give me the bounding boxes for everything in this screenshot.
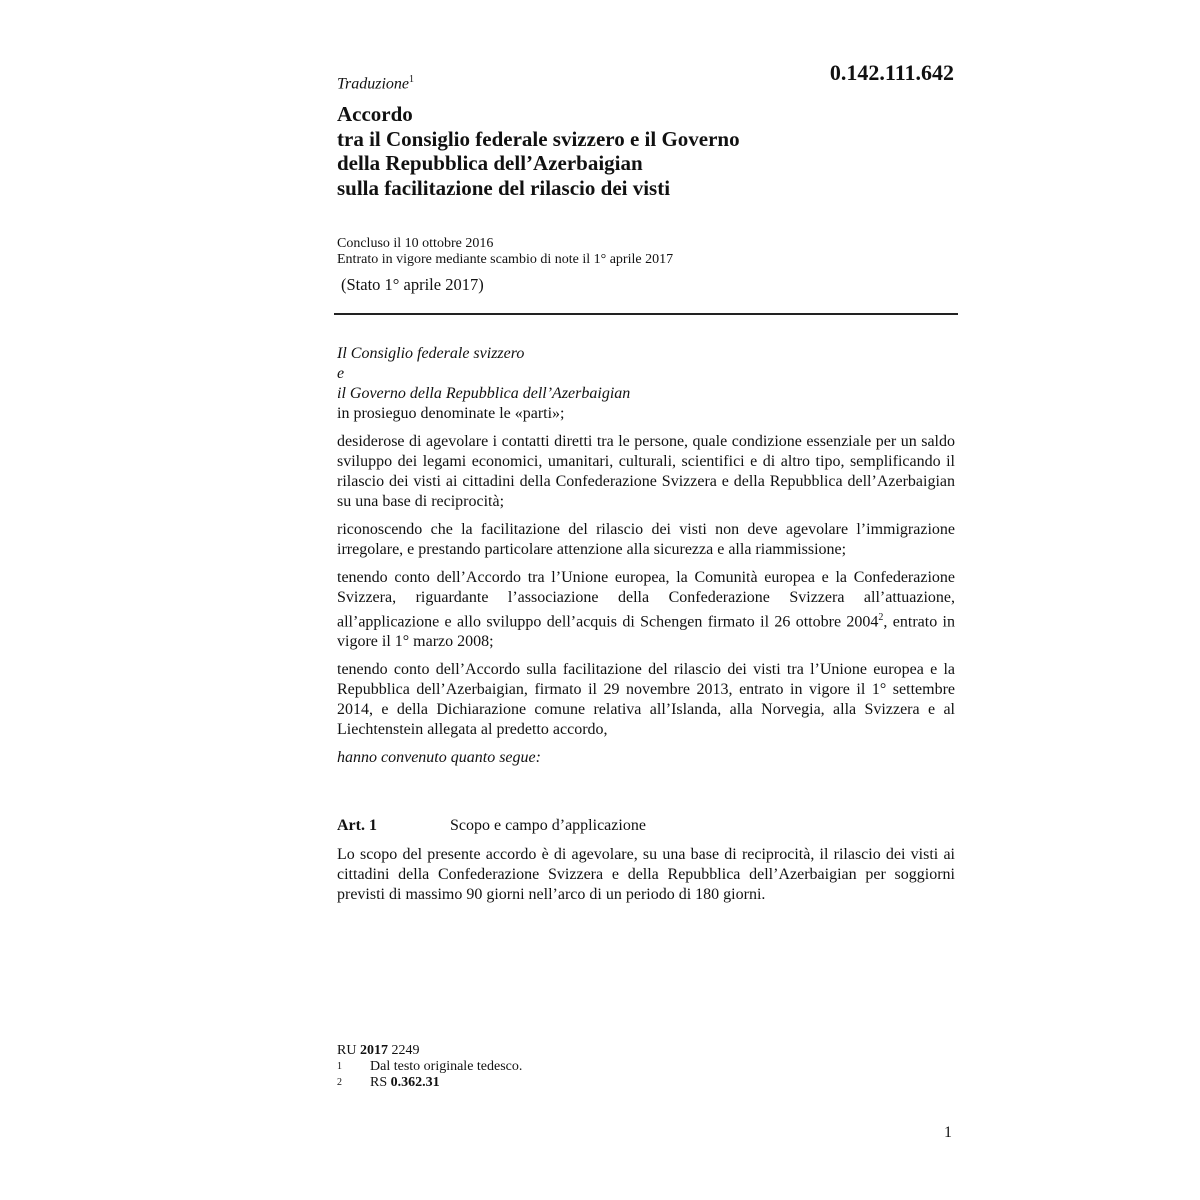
article-number: Art. 1 <box>337 817 377 834</box>
ru-prefix: RU <box>337 1043 357 1058</box>
translation-label-text: Traduzione <box>337 75 410 93</box>
ru-year: 2017 <box>359 1043 388 1058</box>
preamble-paragraph-3-tail: , entrato in vigore il 1° marzo 2008; <box>337 613 955 651</box>
concluded-date: Concluso il 10 ottobre 2016 <box>337 236 494 251</box>
article-title: Scopo e campo d’applicazione <box>450 817 646 834</box>
dates-block <box>337 236 673 267</box>
preamble <box>337 344 955 768</box>
preamble-paragraph-3-text: tenendo conto dell’Accordo tra l’Unione europea, la Comunità europea e la Confederazione Svizzera, riguardante l’associazione della Confederazione Svizzera all’attuazione, all’applicazione e allo sviluppo dell’acquis di Schengen firmato il 26 ottobre 2004 <box>337 569 955 631</box>
preamble-paragraph-3 <box>337 568 955 652</box>
article-1-heading <box>337 817 646 835</box>
footnote-2 <box>337 1075 522 1091</box>
title-line: Accordo <box>337 102 413 126</box>
title-line: tra il Consiglio federale svizzero e il Governo <box>337 126 740 151</box>
title-line: sulla facilitazione del rilascio dei visti <box>337 175 671 200</box>
footnote-1 <box>337 1059 522 1075</box>
sr-number: 0.142.111.642 <box>829 60 954 85</box>
ru-reference <box>337 1043 522 1059</box>
footnote-text: Dal testo originale tedesco. <box>370 1059 523 1074</box>
footnote-ref-2[interactable]: 2 <box>878 612 884 623</box>
preamble-paragraph-2: riconoscendo che la facilitazione del rilascio dei visti non deve agevolare l’immigrazione irregolare, e prestando particolare attenzione alla sicurezza e alla riammissione; <box>337 521 955 558</box>
translation-label <box>337 74 414 93</box>
footnotes <box>337 1043 522 1091</box>
party-2: il Governo della Repubblica dell’Azerbaigian <box>337 385 631 402</box>
ru-page: 2249 <box>391 1043 420 1058</box>
preamble-paragraph-4: tenendo conto dell’Accordo sulla facilitazione del rilascio dei visti tra l’Unione europea e la Repubblica dell’Azerbaigian, firmato il 29 novembre 2013, entrato in vigore il 1° settembre 2014, e della Dichiarazione comune relativa all’Islanda, alla Norvegia, alla Svizzera e al Liechtenstein allegata al predetto accordo, <box>337 661 955 739</box>
footnote-ref-1[interactable]: 1 <box>409 74 415 85</box>
page-number: 1 <box>944 1124 952 1141</box>
footnote-number: 1 <box>337 1061 342 1072</box>
preamble-paragraph-1: desiderose di agevolare i contatti diretti tra le persone, quale condizione essenziale per un saldo sviluppo dei legami economici, umanitari, culturali, scientifici e di altro tipo, semplificando il rilascio dei visti ai cittadini della Confederazione Svizzera e della Repubblica dell’Azerbaigian su una base di reciprocità; <box>337 433 955 510</box>
divider <box>334 313 958 315</box>
footnote-rs-number[interactable]: 0.362.31 <box>390 1075 440 1090</box>
article-1-body: Lo scopo del presente accordo è di agevolare, su una base di reciprocità, il rilascio dei visti ai cittadini della Confederazione Svizzera e della Repubblica dell’Azerbaigian per soggiorni previsti di massimo 90 giorni nell’arco di un periodo di 180 giorni. <box>337 846 955 903</box>
party-1: Il Consiglio federale svizzero <box>337 345 525 362</box>
document-title <box>337 102 740 200</box>
title-line: della Repubblica dell’Azerbaigian <box>337 151 643 175</box>
agreed-clause: hanno convenuto quanto segue: <box>337 749 541 767</box>
in-force-date: Entrato in vigore mediante scambio di note il 1° aprile 2017 <box>337 251 674 267</box>
footnote-number: 2 <box>337 1077 342 1088</box>
status-date: (Stato 1° aprile 2017) <box>341 275 484 294</box>
footnote-rs-prefix: RS <box>370 1075 388 1090</box>
denomination: in prosieguo denominate le «parti»; <box>337 405 565 422</box>
conjunction: e <box>337 365 345 382</box>
